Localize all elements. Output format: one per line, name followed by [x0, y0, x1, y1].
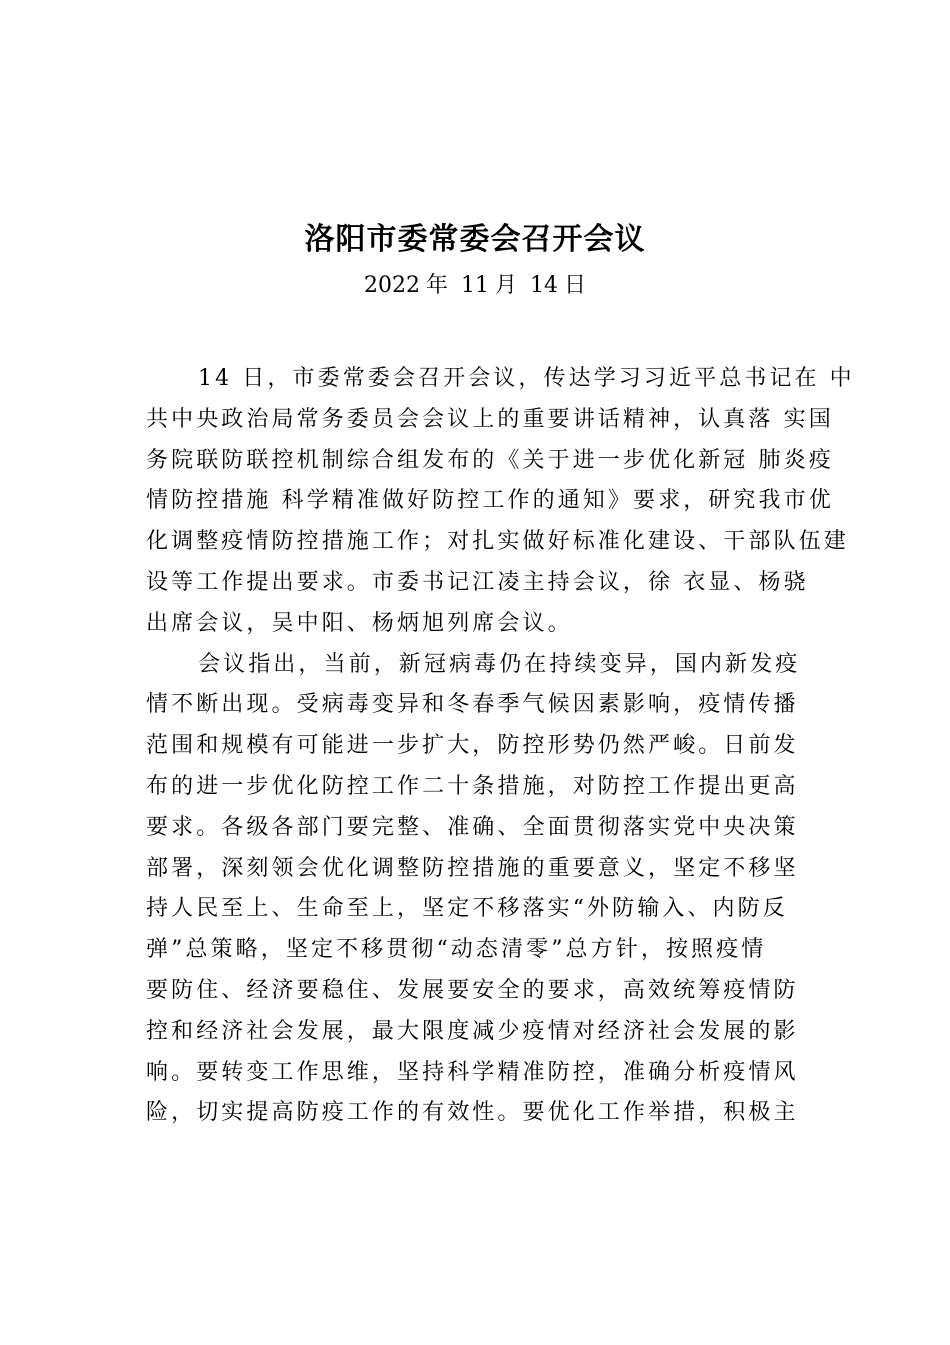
- paragraph-line: 控和经济社会发展，最大限度减少疫情对经济社会发展的影: [146, 1018, 799, 1044]
- paragraph-line: 范围和规模有可能进一步扩大，防控形势仍然严峻。日前发: [146, 733, 799, 759]
- paragraph-line: 要防住、经济要稳住、发展要安全的要求，高效统筹疫情防: [146, 977, 799, 1003]
- paragraph-line: 弹”总策略，坚定不移贯彻“动态清零”总方针，按照疫情: [146, 937, 767, 963]
- paragraph-line: 务院联防联控机制综合组发布的《关于进一步优化新冠 肺炎疫: [146, 447, 834, 473]
- paragraph-2: [146, 645, 834, 1135]
- paragraph-line: 会议指出，当前，新冠病毒仍在持续变异，国内新发疫: [198, 651, 801, 677]
- paragraph-line: 要求。各级各部门要完整、准确、全面贯彻落实党中央决策: [146, 814, 799, 840]
- document-title: 洛阳市委常委会召开会议: [304, 222, 646, 257]
- document-date: [0, 270, 950, 302]
- paragraph-line: 持人民至上、生命至上，坚定不移落实“外防输入、内防反: [146, 896, 788, 922]
- paragraph-line: 情防控措施 科学精准做好防控工作的通知》要求，研究我市优: [146, 488, 834, 514]
- date-day-unit: 日: [564, 273, 587, 298]
- paragraph-line: 设等工作提出要求。市委书记江凌主持会议，徐 衣显、杨骁: [146, 569, 809, 595]
- paragraph-line: 响。要转变工作思维，坚持科学精准防控，准确分析疫情风: [146, 1059, 799, 1085]
- paragraph-line: 布的进一步优化防控工作二十条措施，对防控工作提出更高: [146, 773, 799, 799]
- date-day: 14: [530, 273, 558, 298]
- document-body: [146, 359, 855, 1134]
- paragraph-line: 化调整疫情防控措施工作；对扎实做好标准化建设、干部队伍建: [146, 529, 849, 555]
- paragraph-line: 险，切实提高防疫工作的有效性。要优化工作举措，积极主: [146, 1100, 799, 1126]
- paragraph-line: 部署，深刻领会优化调整防控措施的重要意义，坚定不移坚: [146, 855, 799, 881]
- paragraph-line: 共中央政治局常务委员会会议上的重要讲话精神，认真落 实国: [146, 406, 834, 432]
- paragraph-1: [146, 359, 855, 645]
- date-month-unit: 月: [494, 273, 517, 298]
- date-year: 2022: [363, 273, 420, 298]
- paragraph-line: 14 日，市委常委会召开会议，传达学习习近平总书记在 中: [198, 366, 855, 391]
- paragraph-line: 情不断出现。受病毒变异和冬春季气候因素影响，疫情传播: [146, 692, 799, 718]
- date-month: 11: [460, 273, 489, 298]
- date-year-unit: 年: [425, 273, 448, 298]
- paragraph-line: 出席会议，吴中阳、杨炳旭列席会议。: [146, 610, 573, 636]
